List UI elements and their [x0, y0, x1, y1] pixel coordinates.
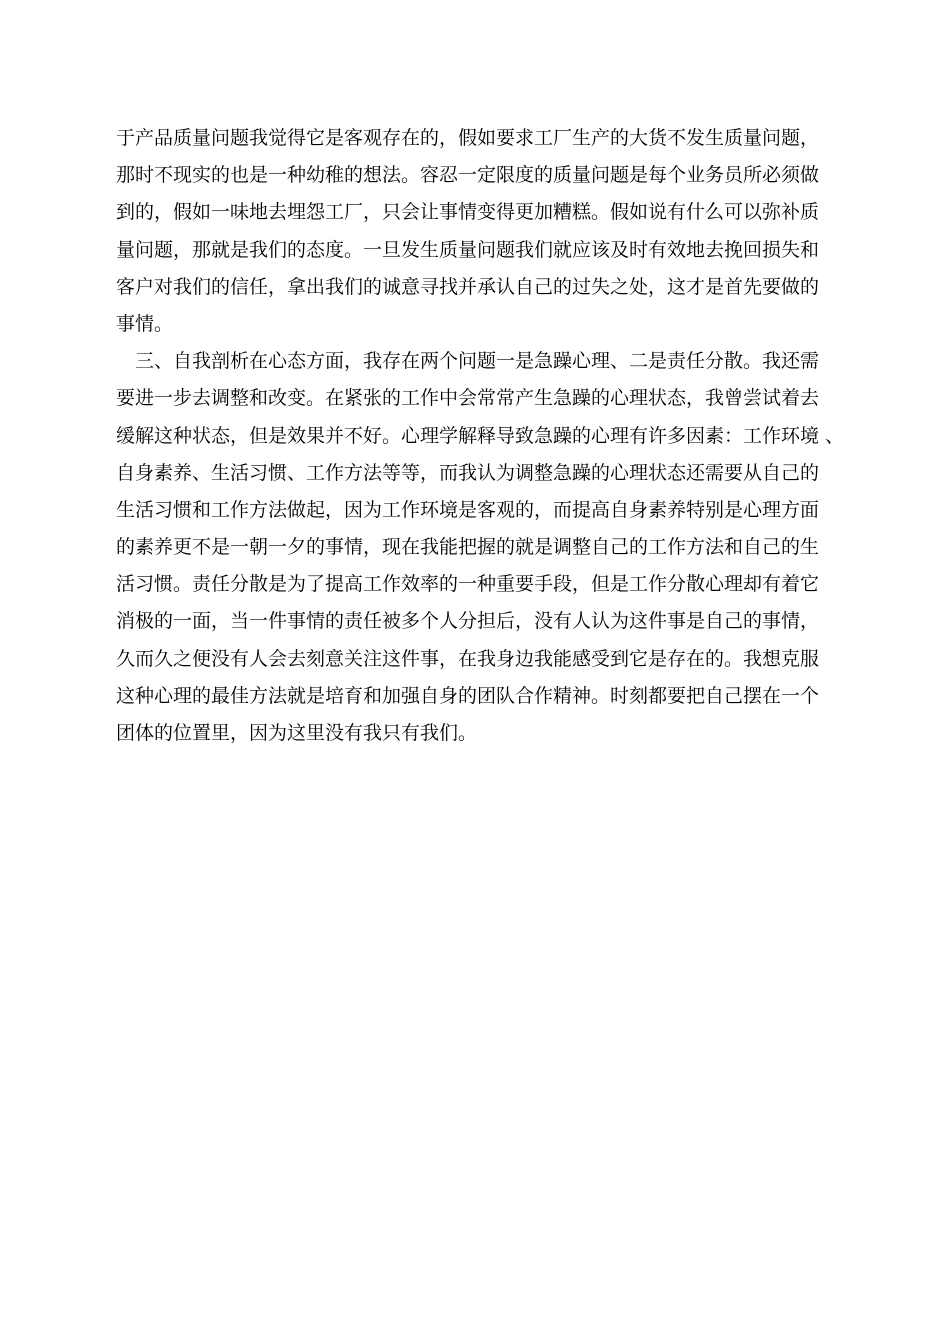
text-line: 于产品质量问题我觉得它是客观存在的，假如要求工厂生产的大货不发生质量问题， [116, 127, 820, 149]
text-line: 客户对我们的信任，拿出我们的诚意寻找并承认自己的过失之处，这才是首先要做的 [116, 275, 820, 298]
text-line: 生活习惯和工作方法做起，因为工作环境是客观的，而提高自身素养特别是心理方面 [116, 498, 820, 521]
text-line: 要进一步去调整和改变。在紧张的工作中会常常产生急躁的心理状态，我曾尝试着去 [116, 387, 820, 410]
text-line: 团体的位置里，因为这里没有我只有我们。 [116, 722, 478, 744]
text-line: 事情。 [116, 312, 174, 335]
text-line: 这种心理的最佳方法就是培育和加强自身的团队合作精神。时刻都要把自己摆在一个 [116, 684, 820, 707]
text-line: 久而久之便没有人会去刻意关注这件事，在我身边我能感受到它是存在的。我想克服 [116, 647, 820, 670]
text-line: 消极的一面，当一件事情的责任被多个人分担后，没有人认为这件事是自己的事情， [116, 610, 820, 633]
text-line: 到的，假如一味地去埋怨工厂，只会让事情变得更加糟糕。假如说有什么可以弥补质 [116, 201, 820, 224]
text-line: 那时不现实的也是一种幼稚的想法。容忍一定限度的质量问题是每个业务员所必须做 [116, 164, 820, 187]
text-line: 量问题，那就是我们的态度。一旦发生质量问题我们就应该及时有效地去挽回损失和 [116, 238, 820, 261]
text-line: 的素养更不是一朝一夕的事情，现在我能把握的就是调整自己的工作方法和自己的生 [116, 536, 820, 559]
text-line: 缓解这种状态，但是效果并不好。心理学解释导致急躁的心理有许多因素：工作环境 、 [116, 424, 845, 447]
text-line: 自身素养、生活习惯、工作方法等等，而我认为调整急躁的心理状态还需要从自己的 [116, 461, 820, 484]
text-line: 三、自我剖析在心态方面，我存在两个问题一是急躁心理、二是责任分散。我还需 [135, 350, 820, 373]
body-text [116, 120, 846, 752]
text-line: 活习惯。责任分散是为了提高工作效率的一种重要手段，但是工作分散心理却有着它 [116, 573, 820, 596]
